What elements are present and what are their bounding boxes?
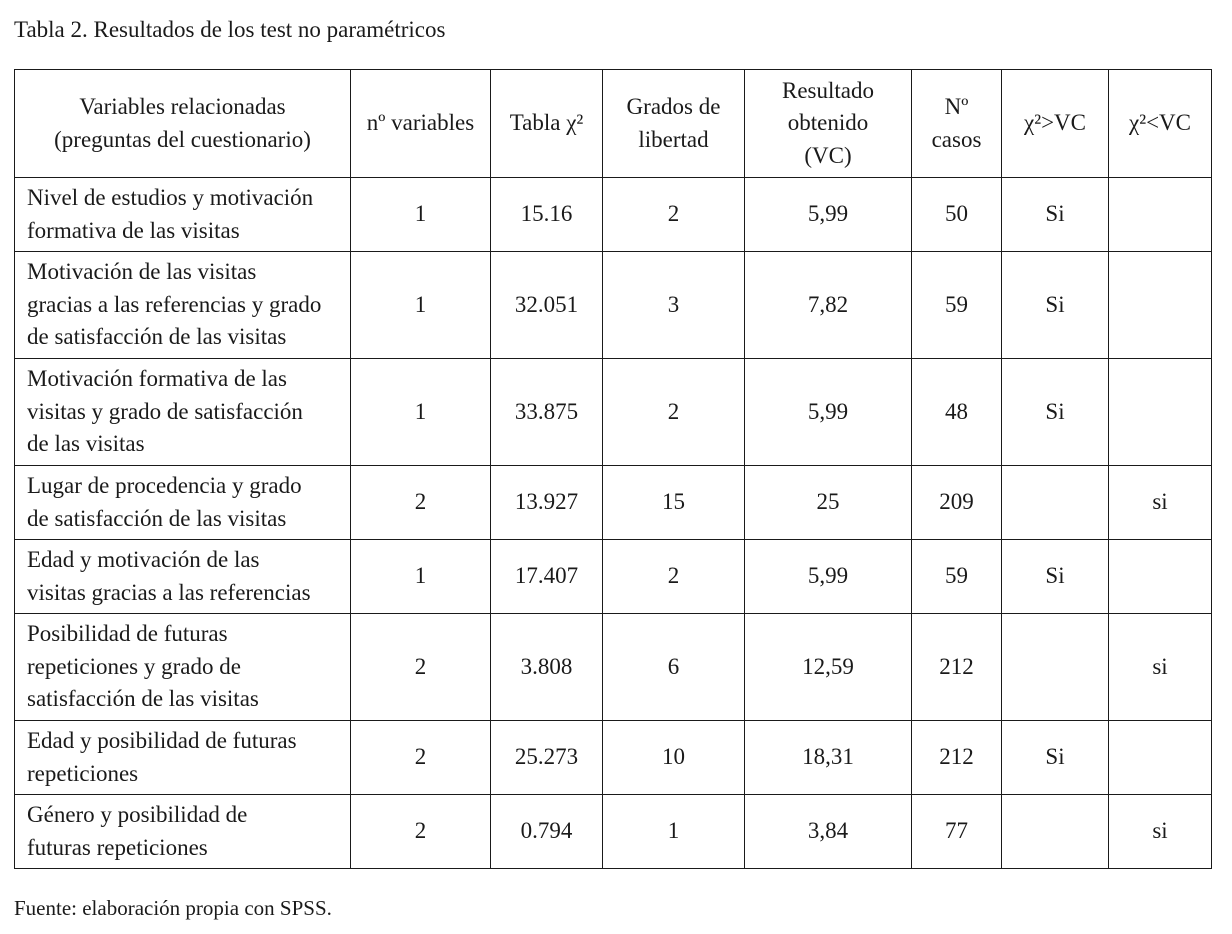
cell-chi2-mayor bbox=[1002, 466, 1109, 540]
table-row bbox=[15, 721, 1212, 795]
header-variables: Variables relacionadas (preguntas del cuestionario) bbox=[15, 70, 351, 178]
cell-tabla-chi2: 33.875 bbox=[491, 359, 603, 466]
source-note: Fuente: elaboración propia con SPSS. bbox=[14, 896, 332, 920]
cell-casos: 50 bbox=[912, 178, 1002, 252]
cell-tabla-chi2: 25.273 bbox=[491, 721, 603, 795]
cell-tabla-chi2: 17.407 bbox=[491, 540, 603, 614]
cell-grados: 2 bbox=[603, 178, 745, 252]
cell-casos: 209 bbox=[912, 466, 1002, 540]
cell-resultado: 18,31 bbox=[745, 721, 912, 795]
cell-resultado: 5,99 bbox=[745, 540, 912, 614]
cell-variables: Lugar de procedencia y grado de satisfacción de las visitas bbox=[15, 466, 351, 540]
results-table bbox=[14, 69, 1212, 869]
cell-chi2-mayor: Si bbox=[1002, 359, 1109, 466]
cell-chi2-menor: si bbox=[1109, 795, 1212, 869]
cell-grados: 15 bbox=[603, 466, 745, 540]
cell-resultado: 5,99 bbox=[745, 359, 912, 466]
cell-n-variables: 2 bbox=[351, 466, 491, 540]
cell-chi2-mayor: Si bbox=[1002, 540, 1109, 614]
cell-chi2-menor bbox=[1109, 178, 1212, 252]
cell-casos: 212 bbox=[912, 614, 1002, 721]
cell-chi2-mayor: Si bbox=[1002, 721, 1109, 795]
cell-variables: Nivel de estudios y motivación formativa de las visitas bbox=[15, 178, 351, 252]
header-chi2-mayor-vc: χ²>VC bbox=[1002, 70, 1109, 178]
cell-grados: 2 bbox=[603, 359, 745, 466]
cell-grados: 3 bbox=[603, 252, 745, 359]
header-grados-libertad: Grados de libertad bbox=[603, 70, 745, 178]
cell-n-variables: 1 bbox=[351, 178, 491, 252]
cell-casos: 59 bbox=[912, 540, 1002, 614]
cell-grados: 2 bbox=[603, 540, 745, 614]
cell-grados: 1 bbox=[603, 795, 745, 869]
cell-chi2-menor: si bbox=[1109, 614, 1212, 721]
cell-resultado: 12,59 bbox=[745, 614, 912, 721]
header-chi2-menor-vc: χ²<VC bbox=[1109, 70, 1212, 178]
cell-n-variables: 2 bbox=[351, 721, 491, 795]
cell-grados: 10 bbox=[603, 721, 745, 795]
cell-variables: Motivación de las visitas gracias a las referencias y grado de satisfacción de las visitas bbox=[15, 252, 351, 359]
header-tabla-chi2: Tabla χ² bbox=[491, 70, 603, 178]
cell-resultado: 3,84 bbox=[745, 795, 912, 869]
table-row bbox=[15, 540, 1212, 614]
cell-variables: Posibilidad de futuras repeticiones y grado de satisfacción de las visitas bbox=[15, 614, 351, 721]
cell-casos: 59 bbox=[912, 252, 1002, 359]
cell-chi2-menor: si bbox=[1109, 466, 1212, 540]
cell-grados: 6 bbox=[603, 614, 745, 721]
cell-casos: 48 bbox=[912, 359, 1002, 466]
table-row bbox=[15, 178, 1212, 252]
cell-n-variables: 1 bbox=[351, 359, 491, 466]
cell-chi2-mayor: Si bbox=[1002, 252, 1109, 359]
cell-variables: Motivación formativa de las visitas y grado de satisfacción de las visitas bbox=[15, 359, 351, 466]
cell-chi2-mayor bbox=[1002, 795, 1109, 869]
cell-variables: Edad y posibilidad de futuras repeticiones bbox=[15, 721, 351, 795]
header-n-variables: nº variables bbox=[351, 70, 491, 178]
table-row bbox=[15, 795, 1212, 869]
cell-tabla-chi2: 15.16 bbox=[491, 178, 603, 252]
cell-chi2-menor bbox=[1109, 721, 1212, 795]
table-row bbox=[15, 614, 1212, 721]
cell-chi2-menor bbox=[1109, 540, 1212, 614]
cell-n-variables: 2 bbox=[351, 614, 491, 721]
cell-chi2-mayor: Si bbox=[1002, 178, 1109, 252]
cell-tabla-chi2: 0.794 bbox=[491, 795, 603, 869]
table-row bbox=[15, 252, 1212, 359]
cell-variables: Edad y motivación de las visitas gracias a las referencias bbox=[15, 540, 351, 614]
cell-variables: Género y posibilidad de futuras repeticiones bbox=[15, 795, 351, 869]
table-row bbox=[15, 359, 1212, 466]
cell-casos: 77 bbox=[912, 795, 1002, 869]
cell-n-variables: 2 bbox=[351, 795, 491, 869]
cell-resultado: 5,99 bbox=[745, 178, 912, 252]
cell-resultado: 7,82 bbox=[745, 252, 912, 359]
cell-chi2-menor bbox=[1109, 359, 1212, 466]
cell-tabla-chi2: 32.051 bbox=[491, 252, 603, 359]
table-row bbox=[15, 466, 1212, 540]
cell-tabla-chi2: 13.927 bbox=[491, 466, 603, 540]
cell-n-variables: 1 bbox=[351, 540, 491, 614]
cell-resultado: 25 bbox=[745, 466, 912, 540]
header-resultado-obtenido: Resultado obtenido (VC) bbox=[745, 70, 912, 178]
cell-chi2-menor bbox=[1109, 252, 1212, 359]
header-row bbox=[15, 70, 1212, 178]
table-caption: Tabla 2. Resultados de los test no paramétricos bbox=[14, 17, 446, 42]
cell-tabla-chi2: 3.808 bbox=[491, 614, 603, 721]
cell-casos: 212 bbox=[912, 721, 1002, 795]
cell-n-variables: 1 bbox=[351, 252, 491, 359]
cell-chi2-mayor bbox=[1002, 614, 1109, 721]
header-n-casos: Nº casos bbox=[912, 70, 1002, 178]
